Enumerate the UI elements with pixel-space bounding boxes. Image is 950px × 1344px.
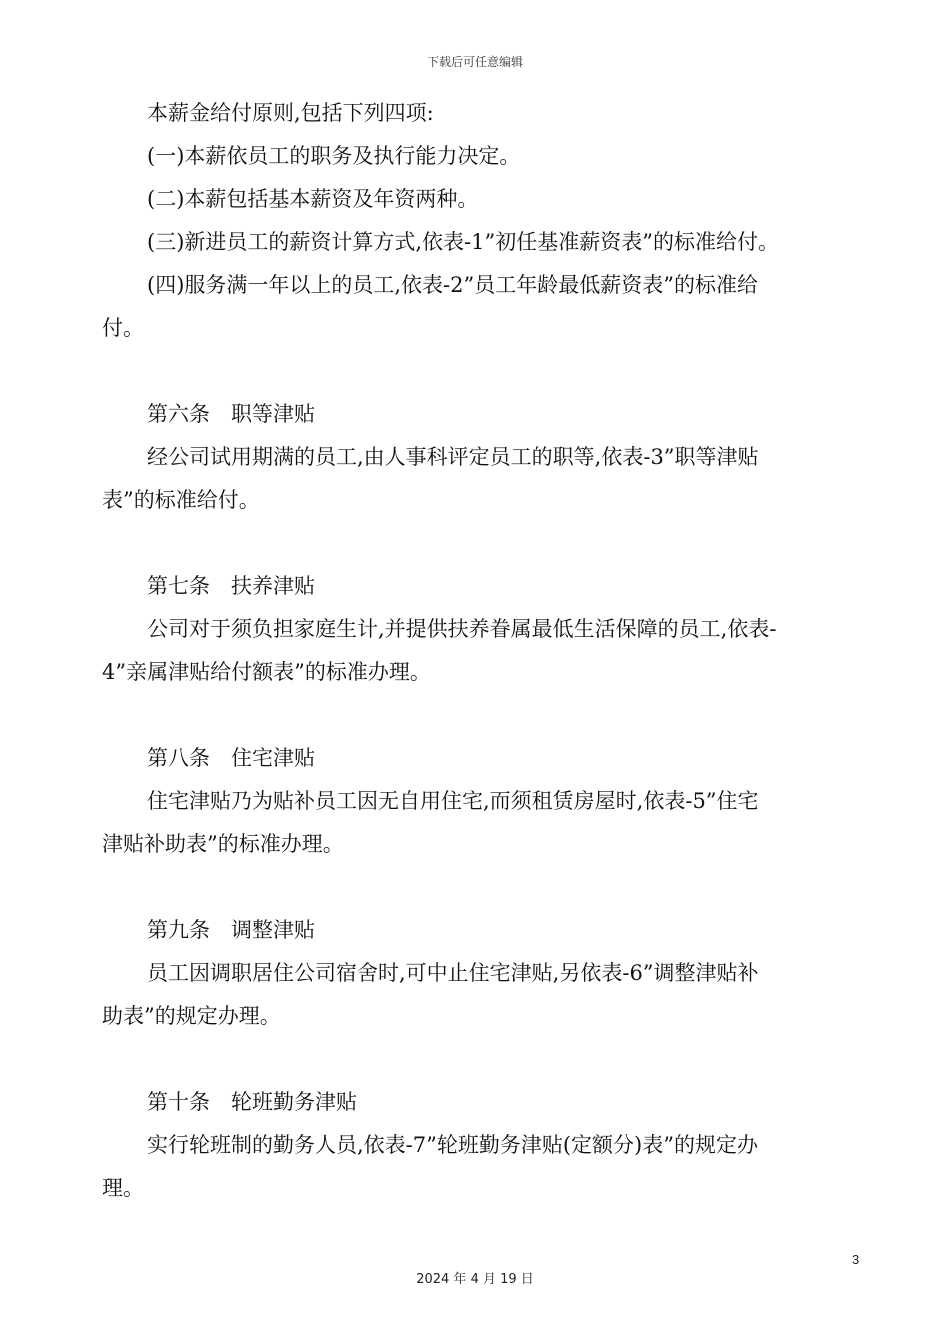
- list-item: (三)新进员工的薪资计算方式,依表-1”初任基准薪资表”的标准给付。: [147, 230, 779, 254]
- article-heading: 第九条 调整津贴: [147, 918, 315, 942]
- article-heading: 第六条 职等津贴: [147, 402, 315, 426]
- footer-date: 2024 年 4 月 19 日: [416, 1272, 534, 1287]
- page-header: 下载后可任意编辑: [426, 55, 523, 69]
- page-number: 3: [852, 1252, 860, 1267]
- article-heading: 第十条 轮班勤务津贴: [147, 1090, 357, 1114]
- paragraph-line: 4”亲属津贴给付额表”的标准办理。: [102, 660, 431, 684]
- paragraph-line: 住宅津贴乃为贴补员工因无自用住宅,而须租赁房屋时,依表-5”住宅: [147, 789, 759, 813]
- paragraph-line: 助表”的规定办理。: [102, 1004, 281, 1028]
- document-body: [102, 92, 862, 1210]
- list-item: (二)本薪包括基本薪资及年资两种。: [147, 187, 479, 211]
- list-item: (一)本薪依员工的职务及执行能力决定。: [147, 144, 521, 168]
- paragraph-line: 员工因调职居住公司宿舍时,可中止住宅津贴,另依表-6”调整津贴补: [147, 961, 759, 985]
- paragraph-line: 实行轮班制的勤务人员,依表-7”轮班勤务津贴(定额分)表”的规定办: [147, 1133, 758, 1157]
- paragraph-line: 理。: [102, 1176, 144, 1200]
- paragraph-line: 付。: [102, 316, 144, 340]
- paragraph-line: 本薪金给付原则,包括下列四项:: [147, 101, 434, 125]
- article-heading: 第八条 住宅津贴: [147, 746, 315, 770]
- paragraph-line: 津贴补助表”的标准办理。: [102, 832, 344, 856]
- paragraph-line: 经公司试用期满的员工,由人事科评定员工的职等,依表-3”职等津贴: [147, 445, 759, 469]
- paragraph-line: 公司对于须负担家庭生计,并提供扶养眷属最低生活保障的员工,依表-: [147, 617, 777, 641]
- article-heading: 第七条 扶养津贴: [147, 574, 315, 598]
- paragraph-line: 表”的标准给付。: [102, 488, 260, 512]
- list-item: (四)服务满一年以上的员工,依表-2”员工年龄最低薪资表”的标准给: [147, 273, 758, 297]
